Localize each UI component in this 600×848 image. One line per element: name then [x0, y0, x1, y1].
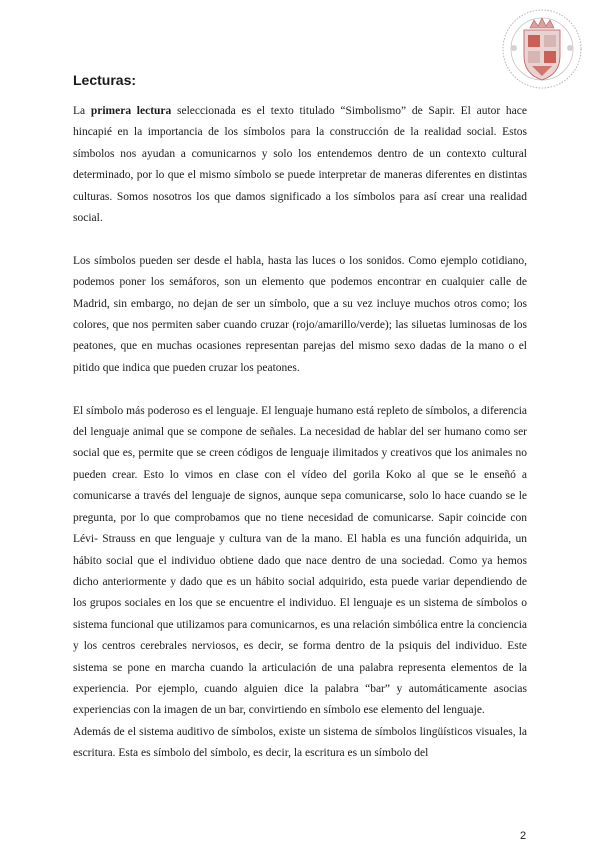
p1-intro: La: [73, 105, 91, 117]
university-seal-logo: [498, 8, 586, 90]
paragraph-2: Los símbolos pueden ser desde el habla, hasta las luces o los sonidos. Como ejemplo cotidiano, podemos poner los semáforos, son un elemento que podemos encontrar en cualquier calle de Madrid, sin embargo, no dejan de ser un símbolo, que a su vez incluye muchos otros como; los colores, que nos permiten saber cuando cruzar (rojo/amarillo/verde); las siluetas luminosas de los peatones, que en muchas ocasiones representan parejas del mismo sexo dadas de la mano o el pitido que indica que pueden cruzar los peatones.: [73, 254, 527, 374]
document-body: [73, 101, 527, 765]
p1-rest: seleccionada es el texto titulado “Simbolismo” de Sapir. El autor hace hincapié en la importancia de los símbolos para la construcción de la realidad social. Estos símbolos nos ayudan a comunicarnos y solo los entendemos dentro de un contexto cultural determinado, por lo que el mismo símbolo se puede interpretar de maneras diferentes en distintas culturas. Somos nosotros los que damos significado a los símbolos para así crear una realidad social.: [73, 105, 527, 225]
paragraph-3: El símbolo más poderoso es el lenguaje. El lenguaje humano está repleto de símbolos, a diferencia del lenguaje animal que se compone de señales. La necesidad de hablar del ser humano como ser social que es, permite que se creen códigos de lenguaje ilimitados y creativos que los animales no pueden crear. Esto lo vimos en clase con el vídeo del gorila Koko al que se le enseñó a comunicarse a través del lenguaje de signos, aunque sepa comunicarse, solo lo hace cuando se le pregunta, por lo que comprobamos que no tiene necesidad de comunicarse. Sapir coincide con Lévi- Strauss en que lenguaje y cultura van de la mano. El habla es una función adquirida, un hábito social que el individuo obtiene dado que nace dentro de una sociedad. Como ya hemos dicho anteriormente y dado que es un hábito social adquirido, esta puede variar dependiendo de los grupos sociales en los que se encuentre el individuo. El lenguaje es un sistema de símbolos o sistema funcional que utilizamos para comunicarnos, es una relación simbólica entre la conciencia y los centros cerebrales nerviosos, es decir, se forma dentro de la psiquis del individuo. Este sistema se pone en marcha cuando la articulación de una palabra representa elementos de la experiencia. Por ejemplo, cuando alguien dice la palabra “bar” y automáticamente asocias experiencias con la imagen de un bar, convirtiendo en símbolo ese elemento del lenguaje.: [73, 404, 527, 717]
paragraph-4: Además de el sistema auditivo de símbolos, existe un sistema de símbolos lingüísticos visuales, la escritura. Esta es símbolo del símbolo, es decir, la escritura es un símbolo del: [73, 725, 527, 760]
p1-bold-phrase: primera lectura: [90, 105, 172, 117]
paragraph-1: [73, 101, 527, 229]
section-heading: Lecturas:: [73, 72, 137, 88]
page-number: 2: [520, 830, 527, 842]
